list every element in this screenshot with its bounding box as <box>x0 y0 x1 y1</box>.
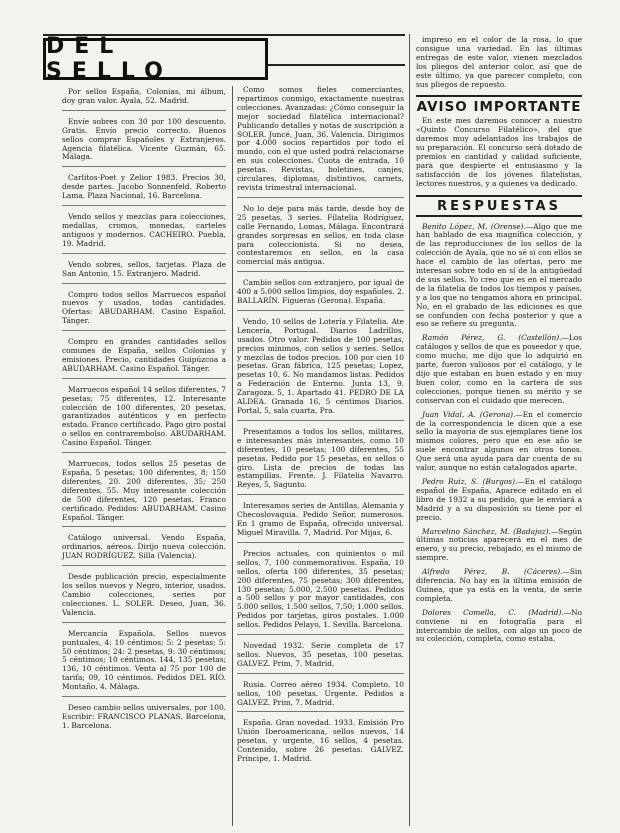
answer-text: En el comercio de la correspondencia le dicen que a ese sello la mayoría de sus ejemplares tiene los mismos colores, pero que en ese año se suele encontrar algunos en otros tonos. Que será una ayuda para dar cuenta de su valor, aunque no están catalogados aparte. <box>416 409 582 473</box>
answer-recipient: Juan Vidal, A. (Gerona). <box>422 409 516 419</box>
classified-ad: Como somos fieles comerciantes, repartimos conmigo, exactamente nuestras colecciones. Avanzadas: ¿Cómo conseguir la mejor sociedad filatélica internacional? Publicando detalles y notas de suscripción a SOLER. Juncé, Juan, 36. Valencia. Dirigimos por 4.000 socios repartidos por todo el mundo, con el que usted podrá relacionarse en sus colecciones. Cuota de entrada, 10 pesetas. Revistas, boletines, canjes, circulares, diplomas, distintivos, carnets, revista trimestral internacional. <box>237 86 404 198</box>
classified-ad: Novedad 1932. Serie completa de 17 sellos. Nuevos, 35 pesetas, 100 pesetas. GALVEZ. Prim, 7. Madrid. <box>237 642 404 674</box>
classified-ad: España. Gran novedad. 1933. Emisión Pro Unión Iberoamericana, sellos nuevos, 14 pesetas, y urgente, 16 sellos, 4 pesetas. Contenido, sobre 26 pesetas. GALVEZ. Príncipe, 1. Madrid. <box>237 718 404 764</box>
answer-text: Los catálogos y sellos de que es poseedor y que, como mucho, me dijo que lo adquirió en parte, fueron valiosos por el catálogo, y le dijo que estaban en buen estado y en muy buen color, como en la cartera de sus colecciones, porque tienen su mérito y se conservan con el cuidado que merecen. <box>416 333 582 405</box>
answer-text: No conviene ni en fotografía para el intercambio de sellos, con algo un poco de su colección, completa, como estaba. <box>416 607 582 644</box>
classified-ad: Presentamos a todos los sellos, militares, e interesantes más interesantes, como 10 diferentes, 10 pesetas; 100 diferentes, 55 pesetas. Pedido por 15 pesetas, en sellos o giro. Lista de precios de todas las estampillas. Frente. J. Filatelia Navarro. Reyes, 5, Sagunto. <box>237 428 404 495</box>
classified-ad: Vendo sellos y mezclas para colecciones, medallas, cromos, monedas, carteles antiguos y modernos. CACHEIRO. Puebla, 19. Madrid. <box>62 213 226 254</box>
notice-title: AVISO IMPORTANTE <box>416 99 582 116</box>
answer-recipient: Marcelino Sánchez, M. (Badajoz). <box>422 526 551 536</box>
classified-ad: Vendo sobres, sellos, tarjetas. Plaza de San Antonio, 15. Extranjero. Madrid. <box>62 261 226 284</box>
answer-item: Marcelino Sánchez, M. (Badajoz).—Según últimas noticias aparecerá en el mes de enero, y su precio, rebajado, es el mismo de siempre. <box>416 526 582 563</box>
answer-item: Pedro Ruiz, S. (Burgos).—En el catálogo español de España, Aparece editado en el libro de 1932 a su pedido, que le enviará a Madrid y a su disposición su tiene por el precio. <box>416 476 582 522</box>
answer-recipient: Benito López, M. (Orense). <box>422 221 526 231</box>
answer-recipient: Alfredo Pérez, B. (Cáceres). <box>422 567 563 577</box>
classified-ad: Cambio sellos con extranjero, por igual de 400 a 5.000 sellos limpios, doy españoles. 2. BALLARÍN. Figueras (Gerona). España. <box>237 279 404 311</box>
title-rule <box>268 64 405 66</box>
classified-column-2 <box>237 86 404 775</box>
classified-ad: Por sellos España, Colonias, mi álbum, doy gran valor. Ayala, 52. Madrid. <box>62 88 226 111</box>
classified-ad: Catálogo universal. Vendo España, ordinarios, aéreos. Dirijo nueva colección. JUAN RODRÍGUEZ. Silla (Valencia). <box>62 534 226 566</box>
answer-text: Según últimas noticias aparecerá en el mes de enero, y su precio, rebajado, es el mismo de siempre. <box>416 526 582 563</box>
classified-ad: Deseo cambio sellos universales, por 100. Escribir: FRANCISCO PLANAS. Barcelona, 1. Barcelona. <box>62 703 226 730</box>
answer-recipient: Dolores Comella, C. (Madrid). <box>422 607 564 617</box>
classified-ad: Compro en grandes cantidades sellos comunes de España, sellos Colonias y emisiones. Precio, cantidades Guipúzcoa a ABUDARHAM. Casino Español. Tánger. <box>62 338 226 379</box>
continued-paragraph: impreso en el color de la rosa, lo que consigue una variedad. En las últimas entregas de este valor, vienen mezclados los pliegos del anterior color, así que de este último, ya que parecer completo, con sus pliegos de repuesto. <box>416 35 582 89</box>
column-divider <box>232 86 233 826</box>
answer-text: Sin diferencia. No hay en la última emisión de Guinea, que ya está en la venta, de serie completa. <box>416 567 582 603</box>
classified-ad: Marruecos, todos sellos 25 pesetas de España, 5 pesetas; 100 diferentes, 8; 150 diferentes, 20. 200 diferentes, 35; 250 diferentes, 55. Muy interesante colección de 500 diferentes, 120 pesetas. Franco certificado. Pedidos: ABUDARHAM. Casino Español. Tánger. <box>62 460 226 527</box>
answer-item: Alfredo Pérez, B. (Cáceres).—Sin diferencia. No hay en la última emisión de Guinea, que ya está en la venta, de serie completa. <box>416 567 582 603</box>
notices-column <box>416 36 582 649</box>
classified-ad: Envíe sobres con 30 por 100 descuento. Gratis. Envío precio correcto. Buenos sellos comprar Españoles y Extranjeros. Agencia filatélica. Vicente Guzmán, 65. Málaga. <box>62 118 226 168</box>
important-notice <box>416 95 582 196</box>
answer-item: Juan Vidal, A. (Gerona).—En el comercio de la correspondencia le dicen que a ese sello la mayoría de sus ejemplares tiene los mismos colores, pero que en ese año se suele encontrar algunos en otros tonos. Que será una ayuda para dar cuenta de su valor, aunque no están catalogados aparte. <box>416 409 582 473</box>
classified-ad: Desde publicación precio, especialmente los sellos nuevos y Negro, interior, usados. Cambio colecciones, series por colecciones. L. SOLER. Deseo, Juan, 36. Valencia. <box>62 573 226 623</box>
answer-item: Dolores Comella, C. (Madrid).—No conviene ni en fotografía para el intercambio de sellos, con algo un poco de su colección, completa, como estaba. <box>416 607 582 644</box>
classified-ad: Precios actuales, con quinientos o mil sellos, 7, 100 conmemorativos. España, 10 sellos, oferta 100 diferentes, 35 pesetas; 200 diferentes, 75 pesetas; 300 diferentes, 130 pesetas; 5.000, 2.500 pesetas. Pedidos a 500 sellos y por mayor cantidades, con 5.000 sellos, 1.500 sellos, 7,50; 1.000 sellos. Pedidos por tarjetas, giros postales. 1.000 sellos. Pedidos Pelayo, 1. Sevilla. Barcelona. <box>237 550 404 635</box>
answer-text: Algo que me han hablado de esa magnífica colección, y de las reproducciones de los sellos de la colección de Ayala, que no sé si con ellos se hace el cambio de las ofertas, pero me interesan sobre todo en sí de la antigüedad de sus sellos. Yo creo que es en el mercado de la filatelia de todos los tiempos y países, y a los que no tengamos ahora en principal. No, en el grabado de las ediciones es que se confunden con fecha posterior y que a eso se refiere su pregunta. <box>416 221 583 329</box>
section-title-box <box>43 34 268 84</box>
classified-ad: Carlitos-Poet y Zelior 1983. Precios 30, desde partes. Jacobo Sonnenfeld. Roberto Lama. Plaza Nacional, 16. Barcelona. <box>62 174 226 206</box>
answer-item: Ramón Pérez, G. (Castellón).—Los catálogos y sellos de que es poseedor y que, como mucho, me dijo que lo adquirió en parte, fueron valiosos por el catálogo, y le dijo que estaban en buen estado y en muy buen color, como en la cartera de sus colecciones, porque tienen su mérito y se conservan con el cuidado que merecen. <box>416 333 582 405</box>
answer-recipient: Ramón Pérez, G. (Castellón). <box>422 333 562 343</box>
classified-ad: Marruecos español 14 sellos diferentes, 7 pesetas; 75 diferentes, 12. Interesante colección de 100 diferentes, 20 pesetas, garantizados auténticos y en perfecto estado. Franco certificado. Pago giro postal o sellos en contrarembolso. ABUDARHAM. Casino Español. Tánger. <box>62 386 226 453</box>
classified-ad: Rusia. Correo aéreo 1934. Completo. 10 sellos, 100 pesetas. Urgente. Pedidos a GALVEZ. Prim, 7. Madrid. <box>237 681 404 713</box>
classified-ad: Vendo, 10 sellos de Lotería y Filatelia. Ate Lencería, Portugal. Diarios Ladrillos, usados. Otro valor. Pedidos de 100 pesetas, precios mínimos, con sellos y series. Sellos y mezclas de todos precios. 100 por cien 10 pesetas. Gran fábrica, 125 pesetas; Lopez, pesetas 10, 6. No mandamos listas. Pedidos a Federación de Enterno. Junta 13, 9. Zaragoza. 5, 1. Apartado 41. PEDRO DE LA ALDEA. Granada 16, 5 céntimos Diarios. Portal, 5, sala cuarta, Pra. <box>237 318 404 421</box>
answers-heading: RESPUESTAS <box>416 203 582 217</box>
column-divider <box>409 34 410 826</box>
notice-text: En este mes daremos conocer a nuestro «Quinto Concurso Filatélico», del que daremos muy adelantados los trabajos de su preparación. El concurso será dotado de premios en cantidad y calidad suficiente, para que despierte el entusiasmo y la satisfacción de los jóvenes filatelistas, lectores nuestros, y a quienes va dedicado. <box>416 116 582 188</box>
classified-column-1 <box>62 88 226 742</box>
answer-text: En el catálogo español de España, Aparece editado en el libro de 1932 a su pedido, que le enviará a Madrid y a su disposición su tiene por el precio. <box>416 476 582 522</box>
classified-ad: No lo deje para más tarde, desde hoy de 25 pesetas, 3 series. Filatelia Rodríguez, calle Fernando, Lomas, Málaga. Encontrará grandes sorpresas en sellos, en toda clase para coleccionista. Si no desea, contestaremos en sellos, en la casa comercial más antigua. <box>237 205 404 272</box>
classified-ad: Mercancía Española. Sellos nuevos puntuales, 4: 10 céntimos; 5: 2 pesetas; 5: 50 céntimos; 24: 2 pesetas, 9: 30 céntimos; 5 céntimos; 10 céntimos. 144, 135 pesetas; 136, 10 céntimos. Venta al 75 por 100 de tarifa; 09, 10 céntimos. Pedidos DEL RÍO. Montaño, 4. Málaga. <box>62 630 226 697</box>
section-title: DEL SELLO <box>46 34 173 84</box>
answer-item: Benito López, M. (Orense).—Algo que me han hablado de esa magnífica colección, y de las reproducciones de los sellos de la colección de Ayala, que no sé si con ellos se hace el cambio de las ofertas, pero me interesan sobre todo en sí de la antigüedad de sus sellos. Yo creo que es en el mercado de la filatelia de todos los tiempos y países, y a los que no tengamos ahora en principal. No, en el grabado de las ediciones es que se confunden con fecha posterior y que a eso se refiere su pregunta. <box>416 221 583 329</box>
answer-recipient: Pedro Ruiz, S. (Burgos). <box>422 476 518 486</box>
classified-ad: Interesamos series de Antillas, Alemania y Checoslovaquia. Pedido Señor, numerosos. En 1 gramo de España, ofrecido universal. Miguel Miravilla. 7, Madrid. Por Mijas, 6. <box>237 502 404 543</box>
classified-ad: Compro todos sellos Marruecos español nuevos y usados, todas cantidades. Ofertas: ABUDARHAM. Casino Español. Tánger. <box>62 291 226 332</box>
